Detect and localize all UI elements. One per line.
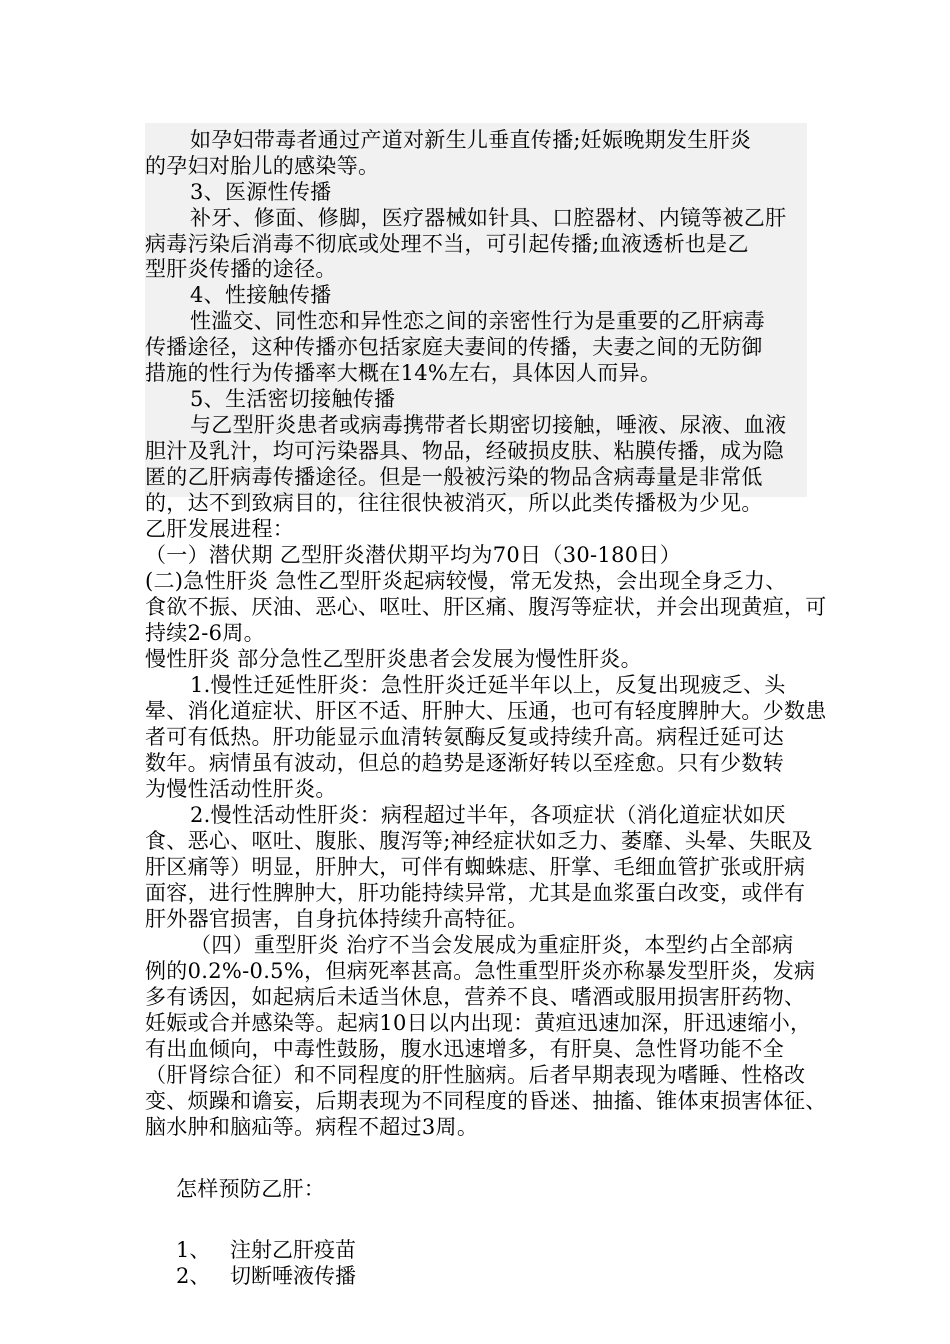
paragraph-line: 为慢性活动性肝炎。: [145, 777, 337, 801]
section-heading: 乙肝发展进程：: [145, 517, 295, 541]
paragraph-line: 型肝炎传播的途径。: [145, 257, 337, 281]
paragraph-line: 面容，进行性脾肿大，肝功能持续异常，尤其是血浆蛋白改变，或伴有: [145, 881, 806, 905]
paragraph-line: 慢性肝炎 部分急性乙型肝炎患者会发展为慢性肝炎。: [145, 647, 642, 671]
paragraph-line: （四）重型肝炎 治疗不当会发展成为重症肝炎，本型约占全部病: [190, 933, 794, 957]
paragraph-line: 肝外器官损害，自身抗体持续升高特征。: [145, 907, 529, 931]
section-heading: 怎样预防乙肝：: [176, 1177, 326, 1201]
paragraph-line: （肝肾综合征）和不同程度的肝性脑病。后者早期表现为嗜睡、性格改: [145, 1063, 806, 1087]
list-item-text: 注射乙肝疫苗: [230, 1238, 356, 1262]
paragraph-line: （一）潜伏期 乙型肝炎潜伏期平均为70日（30-180日）: [145, 543, 681, 567]
paragraph-line: 例的0.2%-0.5%，但病死率甚高。急性重型肝炎亦称暴发型肝炎，发病: [145, 959, 816, 983]
paragraph-line: 多有诱因，如起病后未适当休息，营养不良、嗜酒或服用损害肝药物、: [145, 985, 806, 1009]
paragraph-line: 数年。病情虽有波动，但总的趋势是逐渐好转以至痊愈。只有少数转: [145, 751, 784, 775]
paragraph-line: 匿的乙肝病毒传播途径。但是一般被污染的物品含病毒量是非常低: [145, 465, 763, 489]
paragraph-line: 2.慢性活动性肝炎：病程超过半年，各项症状（消化道症状如厌: [190, 803, 786, 827]
paragraph-line: 食、恶心、呕吐、腹胀、腹泻等;神经症状如乏力、萎靡、头晕、失眠及: [145, 829, 813, 853]
paragraph-line: 晕、消化道症状、肝区不适、肝肿大、压通，也可有轻度脾肿大。少数患: [145, 699, 827, 723]
list-item-number: 2、: [176, 1264, 211, 1288]
paragraph-line: 肝区痛等）明显，肝肿大，可伴有蜘蛛痣、肝掌、毛细血管扩张或肝病: [145, 855, 806, 879]
paragraph-line: 传播途径，这种传播亦包括家庭夫妻间的传播，夫妻之间的无防御: [145, 335, 763, 359]
paragraph-line: 变、烦躁和谵妄，后期表现为不同程度的昏迷、抽搐、锥体束损害体征、: [145, 1089, 827, 1113]
paragraph-line: 措施的性行为传播率大概在14%左右，具体因人而异。: [145, 361, 662, 385]
paragraph-line: 脑水肿和脑疝等。病程不超过3周。: [145, 1115, 479, 1139]
list-item-text: 切断唾液传播: [230, 1264, 356, 1288]
paragraph-line: 如孕妇带毒者通过产道对新生儿垂直传播;妊娠晚期发生肝炎: [190, 128, 752, 152]
paragraph-line: 食欲不振、厌油、恶心、呕吐、肝区痛、腹泻等症状，并会出现黄疸，可: [145, 595, 827, 619]
paragraph-line: 与乙型肝炎患者或病毒携带者长期密切接触，唾液、尿液、血液: [190, 413, 787, 437]
paragraph-line: 性滥交、同性恋和异性恋之间的亲密性行为是重要的乙肝病毒: [190, 309, 766, 333]
paragraph-line: 1.慢性迁延性肝炎：急性肝炎迁延半年以上，反复出现疲乏、头: [190, 673, 786, 697]
paragraph-line: 有出血倾向，中毒性鼓肠，腹水迅速增多，有肝臭、急性肾功能不全: [145, 1037, 784, 1061]
section-heading: 5、生活密切接触传播: [190, 387, 396, 411]
paragraph-line: 妊娠或合并感染等。起病10日以内出现：黄疸迅速加深，肝迅速缩小，: [145, 1011, 812, 1035]
paragraph-line: 者可有低热。肝功能显示血清转氨酶反复或持续升高。病程迁延可达: [145, 725, 784, 749]
paragraph-line: 病毒污染后消毒不彻底或处理不当，可引起传播;血液透析也是乙: [145, 232, 749, 256]
paragraph-line: 的孕妇对胎儿的感染等。: [145, 154, 380, 178]
list-item-number: 1、: [176, 1238, 211, 1262]
paragraph-line: (二)急性肝炎 急性乙型肝炎起病较慢，常无发热，会出现全身乏力、: [145, 569, 787, 593]
paragraph-line: 胆汁及乳汁，均可污染器具、物品，经破损皮肤、粘膜传播，成为隐: [145, 439, 784, 463]
paragraph-line: 持续2-6周。: [145, 621, 265, 645]
paragraph-line: 补牙、修面、修脚，医疗器械如针具、口腔器材、内镜等被乙肝: [190, 206, 787, 230]
section-heading: 4、性接触传播: [190, 283, 332, 307]
paragraph-line: 的，达不到致病目的，往往很快被消灭，所以此类传播极为少见。: [145, 491, 763, 515]
section-heading: 3、医源性传播: [190, 180, 332, 204]
